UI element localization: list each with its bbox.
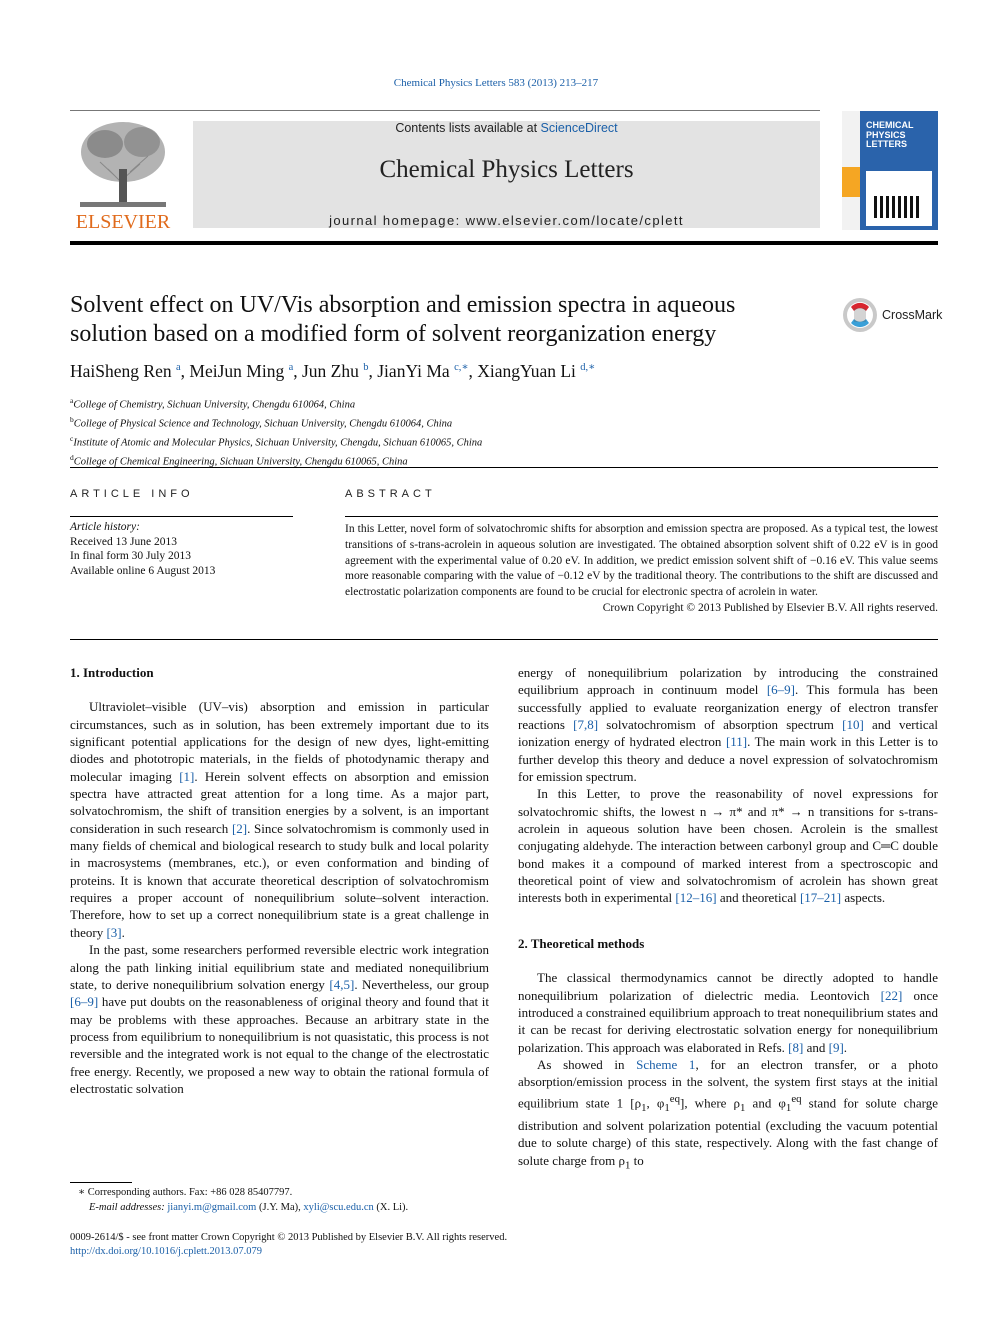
header-thick-rule xyxy=(70,241,938,245)
section-heading: 2. Theoretical methods xyxy=(518,935,645,951)
author-affil-ref[interactable]: b xyxy=(363,362,369,374)
abstract-body xyxy=(345,522,938,617)
author: MeiJun Ming xyxy=(189,361,285,381)
author: JianYi Ma xyxy=(377,361,450,381)
citation-link[interactable]: [9] xyxy=(828,1039,844,1055)
author: Jun Zhu xyxy=(302,361,359,381)
paragraph: As showed in Scheme 1, for an electron transfer, or a photo absorption/emission process in the solvent, the system first stays at the initial equilibrium state 1 [$\rho_1$, $\varphi_1^{eq}$], where $\rho_1$ and $\varphi_1^{eq}$ stand for solute charge distribution and solvent polarization potential (excluding the vacuum potential due to solute charge) of this state, respectively. Along with the fast change of solute charge from $\rho_1$ to xyxy=(518,1056,938,1172)
sciencedirect-link[interactable]: ScienceDirect xyxy=(540,121,618,135)
citation-link[interactable]: [7,8] xyxy=(573,717,599,733)
affiliations xyxy=(70,394,770,470)
body-column-left xyxy=(70,664,489,1097)
author-affil-ref[interactable]: d,∗ xyxy=(580,362,596,374)
citation-link[interactable]: [6–9] xyxy=(70,994,99,1010)
crossmark-label: CrossMark xyxy=(882,308,943,322)
issn-line: 0009-2614/$ - see front matter Crown Copyright © 2013 Published by Elsevier B.V. All rights reserved. xyxy=(70,1232,508,1243)
citation-link[interactable]: [3] xyxy=(106,924,122,940)
paragraph: Ultraviolet–visible (UV–vis) absorption and emission in particular circumstances, such as in solution, has been extremely important due to its significant potential applications for the design of new dyes, light-emitting diodes and phototropic materials, in the fields of photodynamic therapy and molecular imaging [1]. Herein solvent effects on absorption and emission spectra have attracted great attention for a long time. As a major part, solvatochromism, the shift of transition energies by a solvent, is an important consideration in such research [2]. Since solvatochromism is commonly used in many fields of chemical and biological research to study bulk and local polarity in macrosystems (membranes, etc.), or even conformation and binding of proteins. It is known that accurate theoretical description of solvatochromism requires a proper account of nonequilibrium solute–solvent interaction. Therefore, how to set up a correct nonequilibrium state is a great challenge in theory [3]. xyxy=(70,699,489,940)
affiliation: $^c$Institute of Atomic and Molecular Physics, Sichuan University, Chengdu, Sichuan 610065, China xyxy=(70,434,483,449)
abstract-text: In this Letter, novel form of solvatochromic shifts for absorption and emission spectra are proposed. As a typical test, the lowest transitions of s-trans-acrolein in aqueous solution are investigated. The obtained absorption solvent shift of 0.22 eV is in good agreement with the experimental value of 0.20 eV. In addition, we predict emission solvent shift of −0.16 eV. This value seems more reasonable comparing with the value of −0.12 eV by the traditional theory. The contributions to the shift are discussed and electrostatic polarization components are found to be crucial for electronic spectra of acrolein in water. xyxy=(345,523,938,599)
affiliation: $^b$College of Physical Science and Technology, Sichuan University, Chengdu 610064, China xyxy=(70,415,453,430)
elsevier-wordmark: ELSEVIER xyxy=(75,211,171,230)
article-info-heading: ARTICLE INFO xyxy=(70,488,194,500)
paragraph: The classical thermodynamics cannot be directly adopted to handle nonequilibrium polarization of dielectric media. Leontovich [22] once introduced a constrained equilibrium approach to treat nonequilibrium states and it can be recast for deriving electrostatic solvation energy for nonequilibrium polarization. This approach was elaborated in Refs. [8] and [9]. xyxy=(518,970,938,1055)
crossmark-icon xyxy=(842,297,878,333)
author: XiangYuan Li xyxy=(477,361,576,381)
citation-link[interactable]: [2] xyxy=(231,820,248,836)
article-history: Article history: Received 13 June 2013 In final form 30 July 2013 Available online 6 August 2013 xyxy=(70,521,216,577)
journal-cover-image xyxy=(842,111,938,230)
cover-title: CHEMICAL PHYSICS LETTERS xyxy=(866,120,914,149)
paragraph: energy of nonequilibrium polarization by introducing the constrained equilibrium approach in continuum model [6–9]. This formula has been successfully applied to evaluate reorganization energy of electron transfer reactions [7,8] solvatochromism of absorption spectrum [10] and vertical ionization energy of hydrated electron [11]. The main work in this Letter is to further develop this theory and deduce a novel expression of solvatochromism for emission spectrum. xyxy=(518,665,938,785)
author-affil-ref[interactable]: c,∗ xyxy=(454,362,469,374)
footnotes xyxy=(70,1186,489,1215)
affiliation: $^a$College of Chemistry, Sichuan University, Chengdu 610064, China xyxy=(70,396,356,411)
citation-link[interactable]: [11] xyxy=(725,734,748,750)
journal-reference[interactable]: Chemical Physics Letters 583 (2013) 213–217 xyxy=(393,77,599,89)
cover-graphic xyxy=(872,191,924,221)
doi-link[interactable]: http://dx.doi.org/10.1016/j.cplett.2013.07.079 xyxy=(70,1246,263,1257)
journal-title: Chemical Physics Letters xyxy=(379,156,634,183)
journal-homepage[interactable]: journal homepage: www.elsevier.com/locate/cplett xyxy=(329,213,684,228)
scheme-link[interactable]: Scheme 1 xyxy=(636,1056,696,1072)
article-info-rule xyxy=(70,516,293,517)
author: HaiSheng Ren xyxy=(70,361,172,381)
citation-link[interactable]: [6–9] xyxy=(766,682,795,698)
paragraph: In the past, some researchers performed reversible electric work integration along the path linking initial equilibrium state and mediated nonequilibrium state, to derive nonequilibrium solvation energy [4,5]. Nevertheless, our group [6–9] have put doubts on the reasonableness of original theory and found that it may be problems with these approaches. Because an arbitrary state in the process from equilibrium to nonequilibrium is not quasistatic, this process is not reversible and the integrated work is not equal to the change of the electrostatic free energy. Recently, we proposed a new way to obtain the rational formula of electrostatic solvation xyxy=(70,942,489,1096)
corresponding-author-note: ∗ Corresponding authors. Fax: +86 028 85407797. xyxy=(78,1187,293,1198)
citation-link[interactable]: [1] xyxy=(179,768,195,784)
citation-link[interactable]: [4,5] xyxy=(329,976,355,992)
email-link[interactable]: jianyi.m@gmail.com xyxy=(167,1201,257,1213)
abstract-heading: ABSTRACT xyxy=(345,488,436,500)
author-affil-ref[interactable]: a xyxy=(175,362,181,374)
author-list: HaiSheng Ren $^a$, MeiJun Ming $^a$, Jun Zhu $^b$, JianYi Ma $^{c,∗}$, XiangYuan Li $^{d,∗}$ xyxy=(70,361,596,381)
title-rule xyxy=(70,467,938,468)
body-column-right xyxy=(518,664,938,1174)
citation-link[interactable]: [8] xyxy=(788,1039,804,1055)
crossmark-badge[interactable] xyxy=(842,297,942,335)
paragraph: In this Letter, to prove the reasonability of novel expressions for solvatochromic shifts, the lowest n → π* and π* → n transitions for s-trans-acrolein in aqueous solution have been chosen. Acrolein is the smallest conjugating aldehyde. The interaction between carbonyl group and C═C double bond makes it a compound of marked interest from a spectroscopic and theoretical point of view and solvatochromism of acrolein has shown great interests both in experimental [12–16] and theoretical [17–21] aspects. xyxy=(518,786,938,906)
contents-line: Contents lists available at ScienceDirect xyxy=(395,121,618,135)
abstract-copyright: Crown Copyright © 2013 Published by Elsevier B.V. All rights reserved. xyxy=(602,601,938,614)
author-affil-ref[interactable]: a xyxy=(288,362,294,374)
elsevier-tree-logo xyxy=(70,114,176,230)
footnote-rule xyxy=(70,1182,132,1183)
citation-link[interactable]: [22] xyxy=(880,987,903,1003)
article-title: Solvent effect on UV/Vis absorption and emission spectra in aqueous solution based on a modified form of solvent reorganization energy xyxy=(70,292,736,347)
front-matter xyxy=(70,1231,770,1259)
abstract-bottom-rule xyxy=(70,639,938,640)
email-addresses: E-mail addresses: jianyi.m@gmail.com (J.Y. Ma), xyli@scu.edu.cn (X. Li). xyxy=(89,1201,409,1213)
citation-link[interactable]: [10] xyxy=(842,717,864,733)
section-heading: 1. Introduction xyxy=(70,665,154,680)
citation-link[interactable]: [17–21] xyxy=(799,890,842,906)
abstract-rule xyxy=(345,516,938,517)
email-link[interactable]: xyli@scu.edu.cn xyxy=(303,1201,374,1213)
top-rule xyxy=(70,110,820,111)
affiliation: $^d$College of Chemical Engineering, Sichuan University, Chengdu 610065, China xyxy=(70,453,408,468)
citation-link[interactable]: [12–16] xyxy=(675,890,717,906)
